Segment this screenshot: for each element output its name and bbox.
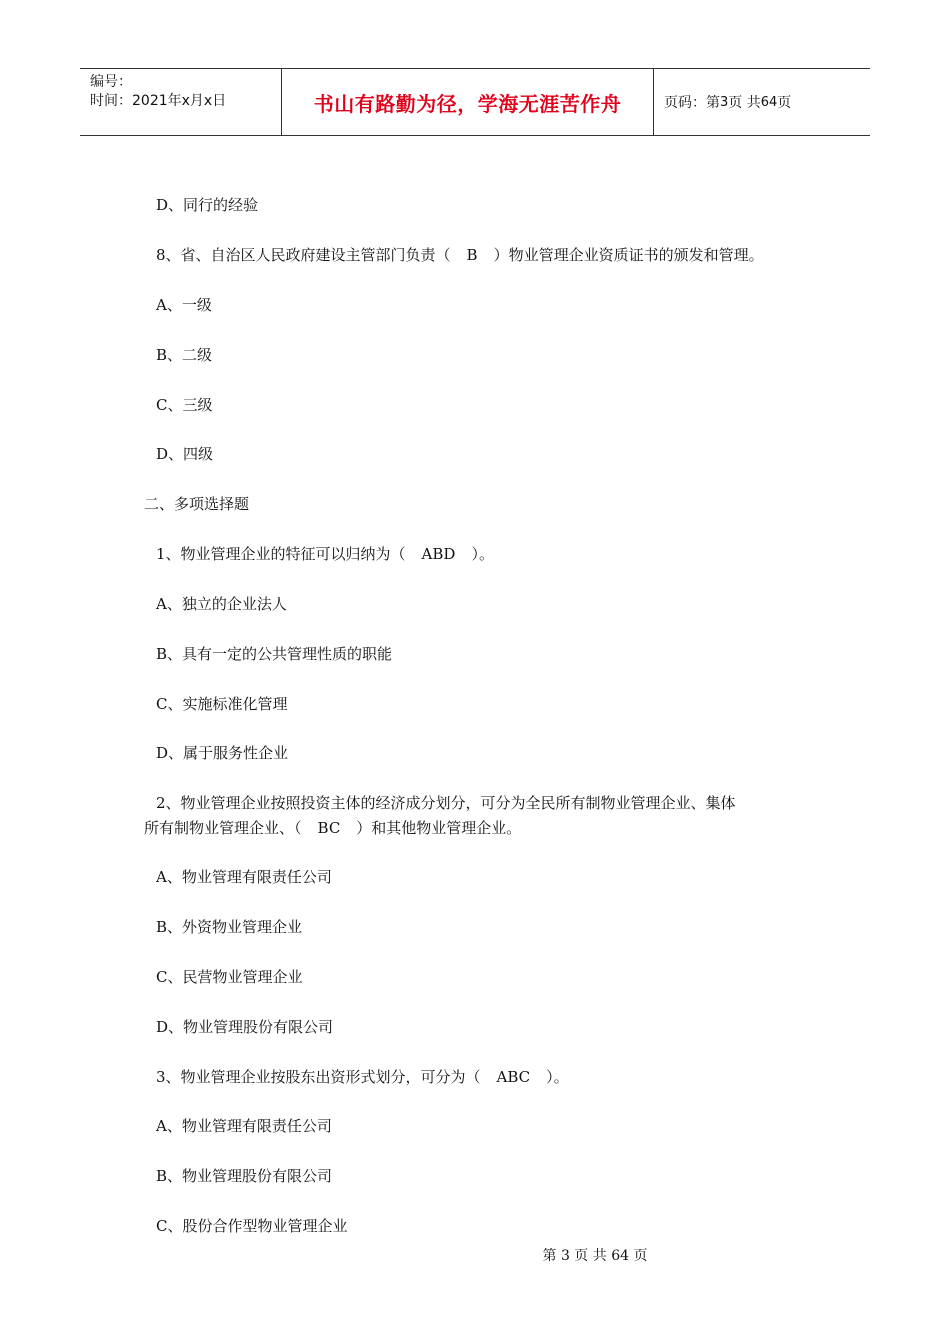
option-line: C、股份合作型物业管理企业 bbox=[156, 1217, 348, 1235]
document-number-label: 编号： bbox=[90, 74, 132, 90]
question-m2-line2 bbox=[144, 818, 521, 838]
question-text-end: ）。 bbox=[471, 545, 494, 563]
question-m2-line1: 2、物业管理企业按照投资主体的经济成分划分，可分为全民所有制物业管理企业、集体 bbox=[156, 794, 736, 812]
page-mid: 页 共 bbox=[728, 95, 761, 111]
section-heading: 二、多项选择题 bbox=[144, 495, 250, 513]
option-line: A、物业管理有限责任公司 bbox=[156, 868, 332, 886]
question-text: 8、省、自治区人民政府建设主管部门负责（ bbox=[156, 246, 451, 264]
header-meta bbox=[80, 69, 281, 135]
answer-key: B bbox=[466, 246, 478, 264]
answer-key: ABD bbox=[421, 545, 456, 563]
question-m3 bbox=[156, 1067, 569, 1087]
page-header bbox=[80, 68, 870, 136]
header-page-info bbox=[654, 69, 870, 135]
question-m1 bbox=[156, 544, 494, 564]
document-time-label: 时间：2021年x月x日 bbox=[90, 93, 227, 109]
question-text-end: ）和其他物业管理企业。 bbox=[356, 819, 522, 837]
page-current: 3 bbox=[720, 94, 729, 110]
question-text-end: ）物业管理企业资质证书的颁发和管理。 bbox=[493, 246, 764, 264]
option-line: D、属于服务性企业 bbox=[156, 744, 289, 762]
option-line: B、具有一定的公共管理性质的职能 bbox=[156, 645, 393, 663]
option-line: A、独立的企业法人 bbox=[156, 595, 287, 613]
page-total: 64 bbox=[760, 94, 778, 110]
option-line: B、物业管理股份有限公司 bbox=[156, 1167, 333, 1185]
option-line: B、二级 bbox=[156, 346, 213, 364]
option-line: D、四级 bbox=[156, 445, 214, 463]
option-line: A、一级 bbox=[156, 296, 212, 314]
option-line: A、物业管理有限责任公司 bbox=[156, 1117, 332, 1135]
question-8 bbox=[156, 245, 764, 265]
page-footer: 第 3 页 共 64 页 bbox=[542, 1248, 648, 1264]
option-line: C、民营物业管理企业 bbox=[156, 968, 303, 986]
option-line: C、实施标准化管理 bbox=[156, 695, 288, 713]
option-line: D、物业管理股份有限公司 bbox=[156, 1018, 334, 1036]
header-motto: 书山有路勤为径，学海无涯苦作舟 bbox=[281, 69, 654, 135]
question-text: 3、物业管理企业按股东出资形式划分，可分为（ bbox=[156, 1068, 481, 1086]
page-suffix: 页 bbox=[777, 95, 792, 111]
question-text: 所有制物业管理企业、（ bbox=[144, 819, 302, 837]
question-text: 1、物业管理企业的特征可以归纳为（ bbox=[156, 545, 406, 563]
option-line: B、外资物业管理企业 bbox=[156, 918, 303, 936]
option-line: C、三级 bbox=[156, 396, 213, 414]
option-line: D、同行的经验 bbox=[156, 196, 259, 214]
page-prefix: 页码：第 bbox=[664, 95, 720, 111]
question-text-end: ）。 bbox=[546, 1068, 569, 1086]
answer-key: BC bbox=[317, 819, 341, 837]
answer-key: ABC bbox=[496, 1068, 531, 1086]
